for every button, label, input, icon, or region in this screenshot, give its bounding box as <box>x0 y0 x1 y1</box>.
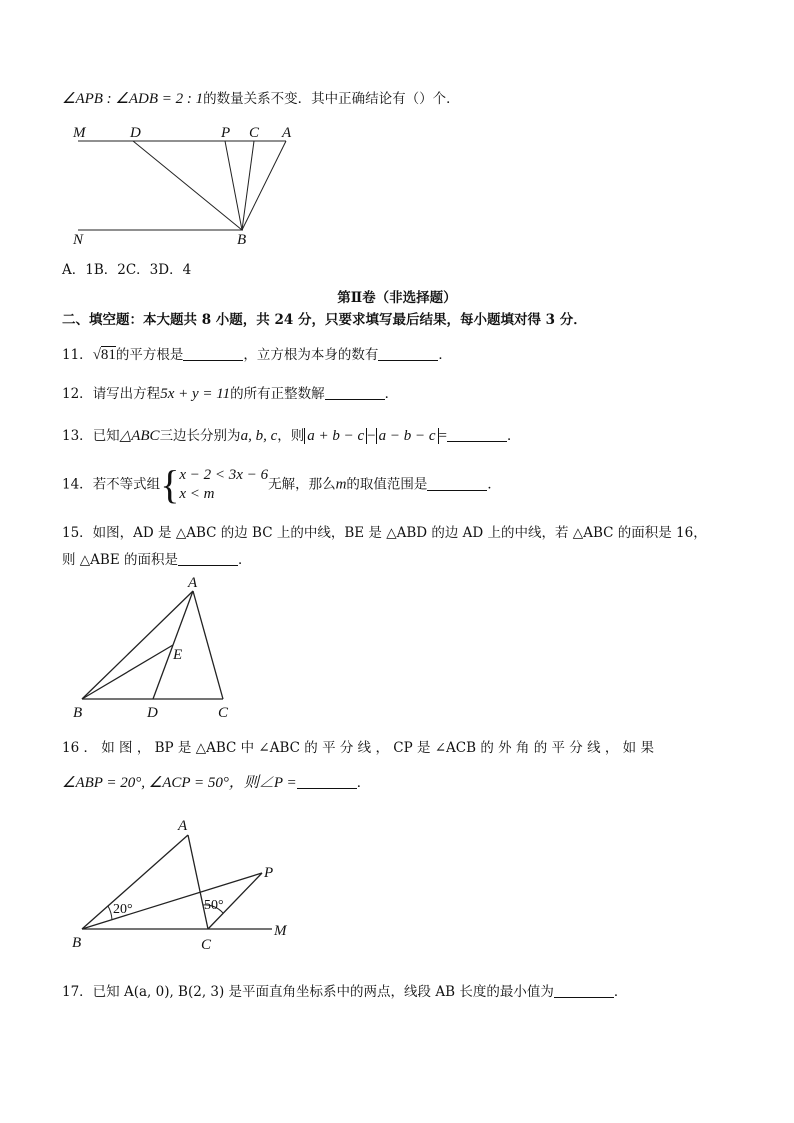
q12-end: ． <box>384 386 399 402</box>
label-D: D <box>147 705 158 721</box>
q10-tail-text: 的数量关系不变．其中正确结论有（）个． <box>203 91 460 107</box>
q15-blank[interactable] <box>178 551 238 566</box>
label-B: B <box>237 232 247 248</box>
label-A: A <box>282 125 292 141</box>
q13-abs-1: a + b − c <box>304 428 367 444</box>
q14-text2: 无解，那么 <box>268 476 336 493</box>
q15-text: 则 △ABE 的面积是 <box>62 552 178 568</box>
q16-text: ∠ABP = 20°, ∠ACP = 50°，则∠P = <box>62 775 297 791</box>
section-heading: 二、填空题：本大题共 8 小题，共 24 分，只要求填写最后结果，每小题填对得 3 分． <box>62 312 587 328</box>
q11-num: 11． <box>62 347 93 363</box>
q14-blank[interactable] <box>427 476 487 491</box>
label-P: P <box>221 125 231 141</box>
q10-angle-ratio: ∠APB : ∠ADB = 2 : 1 <box>62 91 204 107</box>
q12-blank[interactable] <box>325 385 385 400</box>
q12-text2: 的所有正整数解 <box>230 386 325 402</box>
q13-end: ． <box>506 428 521 444</box>
q10-figure <box>60 118 300 253</box>
q13-text3: ，则 <box>277 428 305 444</box>
label-C: C <box>218 705 229 721</box>
q17 <box>62 982 627 1002</box>
q12-text1: 请写出方程 <box>92 386 161 402</box>
label-M: M <box>73 125 86 141</box>
q11-blank-1[interactable] <box>183 346 243 361</box>
q16-figure <box>60 815 300 955</box>
label-C: C <box>249 125 260 141</box>
angle-50-label: 50° <box>204 898 224 913</box>
q16-line1: 16 ． 如 图 ， BP 是 △ABC 中 ∠ABC 的 平 分 线 ， CP 是 ∠ACB 的 外 角 的 平 分 线 ， 如 果 <box>62 740 654 756</box>
sqrt-sign: √ <box>92 347 101 363</box>
q11 <box>62 345 452 365</box>
q13-num: 13． <box>62 428 93 444</box>
label-E: E <box>173 647 183 663</box>
label-A: A <box>188 575 198 591</box>
q11-blank-2[interactable] <box>378 346 438 361</box>
q17-text: 17．已知 A(a, 0), B(2, 3) 是平面直角坐标系中的两点，线段 AB 长度的最小值为 <box>62 984 554 1000</box>
q11-text2: ，立方根为本身的数有 <box>243 347 379 363</box>
q13-text2: 三边长分别为 <box>159 428 241 444</box>
q14-end: ． <box>487 476 501 493</box>
q13-minus: − <box>367 428 376 444</box>
q14-num: 14． <box>62 476 93 493</box>
q16-blank[interactable] <box>297 774 357 789</box>
label-C: C <box>201 937 212 953</box>
q14-brace: { <box>160 462 180 507</box>
q13-equals: = <box>438 428 447 444</box>
q13-blank[interactable] <box>447 427 507 442</box>
q16-line2 <box>62 773 370 793</box>
q14-m: m <box>335 476 347 493</box>
angle-20-label: 20° <box>113 902 133 917</box>
q15-figure <box>60 575 260 725</box>
section-title: 第Ⅱ卷（非选择题） <box>337 290 457 306</box>
label-P: P <box>264 865 274 881</box>
q11-end: ． <box>438 347 452 363</box>
label-M: M <box>274 923 287 939</box>
label-B: B <box>72 935 82 951</box>
label-N: N <box>73 232 84 248</box>
q14 <box>62 462 501 507</box>
q12-num: 12． <box>62 386 93 402</box>
q15-end: ． <box>238 552 252 568</box>
q13-text1: 已知 <box>92 428 120 444</box>
label-A: A <box>178 818 188 834</box>
q13-abs-2: a − b − c <box>376 428 439 444</box>
q14-row1: x − 2 < 3x − 6 <box>179 467 269 483</box>
q12-equation: 5x + y = 11 <box>160 386 231 402</box>
q13 <box>62 426 520 446</box>
q17-end: ． <box>613 984 628 1000</box>
q15-line1: 15．如图，AD 是 △ABC 的边 BC 上的中线，BE 是 △ABD 的边 AD 上的中线，若 △ABC 的面积是 16， <box>62 525 707 541</box>
q14-row2: x < m <box>179 486 215 502</box>
q12 <box>62 384 398 404</box>
label-B: B <box>73 705 83 721</box>
q15-line2 <box>62 550 252 570</box>
q16-end: ． <box>356 775 371 791</box>
q11-text1: 的平方根是 <box>115 347 184 363</box>
q14-text1: 若不等式组 <box>92 476 161 493</box>
q13-vars: a, b, c <box>240 428 278 444</box>
q14-text3: 的取值范围是 <box>346 476 428 493</box>
q17-blank[interactable] <box>554 983 614 998</box>
q10-tail <box>62 89 460 109</box>
q11-radicand: 81 <box>100 347 116 363</box>
q13-triangle: △ABC <box>119 428 160 444</box>
label-D: D <box>130 125 141 141</box>
q14-system <box>179 466 268 504</box>
q10-options: A．1B．2C．3D．4 <box>62 262 192 278</box>
